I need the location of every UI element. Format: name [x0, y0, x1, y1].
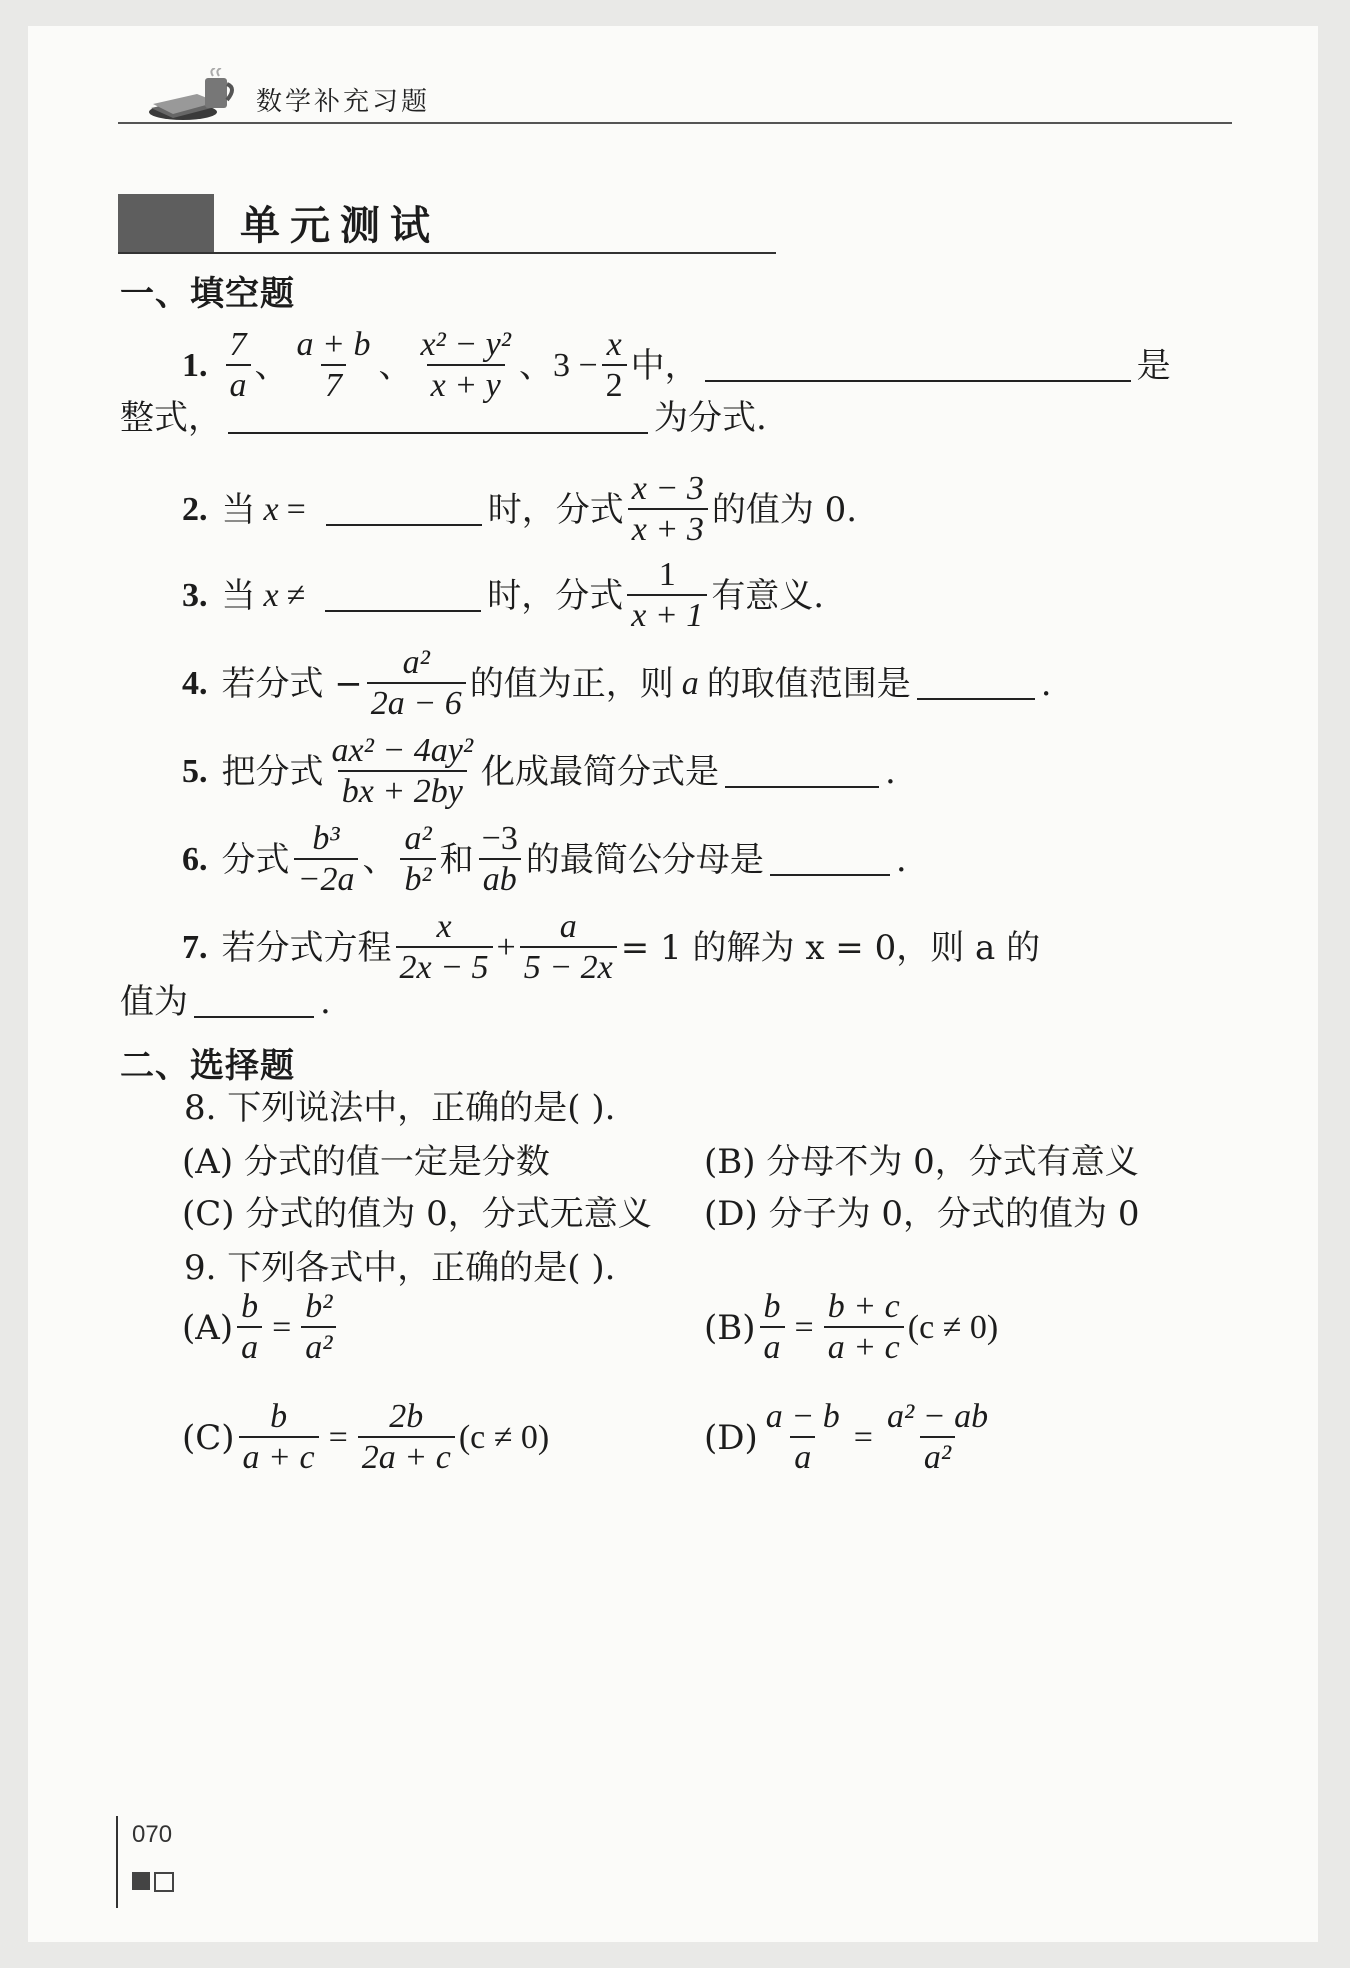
relation: = — [286, 491, 306, 528]
fraction: $\frac{\text{ax² − 4ay²}}{bx + 2by}$ — [331, 732, 474, 810]
option-label: (C) — [182, 1418, 235, 1458]
operator: + — [496, 929, 516, 966]
part-title-fill-blank: 一、填空题 — [120, 274, 295, 314]
section-rule — [118, 252, 776, 254]
option-a[interactable]: (A) 分式的值一定是分数 — [182, 1142, 550, 1182]
question-text: . — [885, 752, 896, 792]
answer-blank[interactable] — [326, 494, 482, 526]
question-text: = 1 的解为 x = 0，则 a 的 — [620, 928, 1041, 968]
question-text: 整式， — [120, 398, 222, 438]
fraction: $\frac{x}{2}$ — [602, 326, 627, 406]
fraction: $\frac{a}{5 - 2x}$ — [520, 908, 617, 988]
expression-text: 3 − — [552, 347, 598, 384]
question-text: 和 — [439, 840, 474, 880]
fraction: $\frac{a - b}{a}$ — [765, 1398, 840, 1476]
relation: = — [853, 1419, 873, 1456]
separator: 、 — [362, 840, 397, 880]
question-5 — [120, 732, 1234, 812]
answer-blank[interactable] — [725, 756, 879, 788]
fraction: $\frac{b}{a}$ — [237, 1288, 262, 1368]
filled-square-icon — [132, 1872, 150, 1890]
question-text: 值为 — [120, 982, 188, 1022]
fraction: $\frac{\text{a² − ab}}{\text{a²}}$ — [886, 1398, 989, 1476]
question-text: 若分式方程 — [221, 928, 392, 968]
option-b[interactable] — [704, 1288, 998, 1368]
fraction: $\frac{\text{b³}}{-2a}$ — [294, 820, 359, 900]
question-text: 当 — [221, 490, 256, 530]
option-c[interactable] — [182, 1398, 549, 1478]
question-6 — [120, 820, 1234, 900]
question-text: 的值为正，则 — [469, 664, 674, 704]
empty-square-icon — [154, 1872, 174, 1892]
question-text: 是 — [1136, 346, 1171, 386]
fraction: $\frac{a + b}{7}$ — [296, 326, 371, 404]
condition: (c ≠ 0) — [907, 1309, 999, 1346]
option-d[interactable]: (D) 分子为 0，分式的值为 0 — [704, 1194, 1140, 1234]
question-text: 把分式 — [221, 752, 324, 792]
answer-blank[interactable] — [770, 844, 890, 876]
question-3 — [120, 556, 1234, 636]
header-title: 数学补充习题 — [256, 87, 431, 117]
option-a[interactable] — [182, 1288, 340, 1368]
question-8-stem: 8. 下列说法中，正确的是( ). — [184, 1088, 616, 1128]
relation: = — [272, 1309, 292, 1346]
fraction: $\frac{\text{a²}}{\text{b²}}$ — [400, 820, 435, 900]
question-text: 的值为 0. — [711, 490, 858, 530]
fraction: $\frac{\text{a²}}{2a - 6}$ — [367, 644, 466, 724]
answer-blank[interactable] — [228, 402, 648, 434]
relation: = — [328, 1419, 348, 1456]
fraction: $\frac{b}{a}$ — [760, 1288, 785, 1368]
question-number: 6. — [182, 841, 208, 878]
question-number: 2. — [182, 491, 208, 528]
fraction: $\frac{x}{2x - 5}$ — [396, 908, 493, 988]
fraction: $\frac{\text{x² − y²}}{x + y}$ — [420, 326, 511, 404]
question-number: 5. — [182, 753, 208, 790]
question-1 — [120, 326, 1234, 406]
question-text: 为分式. — [654, 398, 767, 438]
fraction: $\frac{b}{a + c}$ — [239, 1398, 319, 1478]
relation: ≠ — [286, 577, 306, 614]
question-text: 的取值范围是 — [706, 664, 911, 704]
question-1-line-2 — [120, 398, 1234, 438]
page-number: 070 — [132, 1821, 173, 1848]
question-text: 化成最简分式是 — [481, 752, 720, 792]
variable: a — [681, 665, 699, 702]
fraction: $\frac{\text{b²}}{\text{a²}}$ — [301, 1288, 336, 1368]
fraction: $\frac{b + c}{a + c}$ — [824, 1288, 904, 1368]
question-number: 1. — [182, 347, 208, 384]
question-text: . — [1040, 664, 1052, 704]
condition: (c ≠ 0) — [458, 1419, 550, 1456]
question-text: 若分式 − — [221, 664, 363, 704]
answer-blank[interactable] — [194, 986, 314, 1018]
question-text: 有意义. — [711, 576, 825, 616]
header-rule — [118, 122, 1232, 124]
fraction: $\frac{-3}{ab}$ — [478, 820, 522, 900]
question-9-stem: 9. 下列各式中，正确的是( ). — [184, 1248, 616, 1288]
section-marker — [118, 194, 214, 252]
option-label: (B) — [704, 1308, 756, 1348]
option-label: (A) — [182, 1308, 234, 1348]
question-text: 中， — [630, 346, 699, 386]
separator: 、 — [378, 346, 413, 386]
question-text: 分式 — [221, 840, 290, 880]
page — [28, 26, 1318, 1942]
variable: x — [263, 577, 279, 614]
option-c[interactable]: (C) 分式的值为 0，分式无意义 — [182, 1194, 652, 1234]
variable: x — [263, 491, 279, 528]
option-label: (D) — [704, 1418, 758, 1458]
part-title-multiple-choice: 二、选择题 — [120, 1046, 295, 1086]
question-text: 时，分式 — [487, 576, 624, 616]
question-7 — [120, 908, 1234, 988]
fraction: $\frac{x - 3}{x + 3}$ — [628, 470, 708, 550]
fraction: $\frac{7}{a}$ — [226, 326, 251, 406]
question-text: . — [895, 840, 907, 880]
question-text: 的最简公分母是 — [525, 840, 764, 880]
option-d[interactable] — [704, 1398, 996, 1478]
relation: = — [794, 1309, 814, 1346]
question-text: 时，分式 — [487, 490, 624, 530]
section-title: 单元测试 — [240, 203, 440, 249]
question-7-line-2 — [120, 982, 1234, 1022]
question-text: 当 — [221, 576, 256, 616]
book-cup-icon — [143, 68, 253, 128]
answer-blank[interactable] — [917, 668, 1035, 700]
question-text: . — [320, 982, 331, 1022]
fraction: $\frac{2b}{2a + c}$ — [358, 1398, 455, 1478]
separator: 、 — [254, 346, 289, 386]
question-number: 3. — [182, 577, 208, 614]
question-2 — [120, 470, 1234, 550]
question-4 — [120, 644, 1234, 724]
answer-blank[interactable] — [705, 350, 1131, 382]
fraction: $\frac{1}{x + 1}$ — [627, 556, 707, 636]
question-number: 4. — [182, 665, 208, 702]
question-number: 7. — [182, 929, 208, 966]
page-margin-bar — [116, 1816, 118, 1908]
option-b[interactable]: (B) 分母不为 0，分式有意义 — [704, 1142, 1139, 1182]
separator: 、 — [518, 346, 553, 386]
answer-blank[interactable] — [325, 580, 481, 612]
